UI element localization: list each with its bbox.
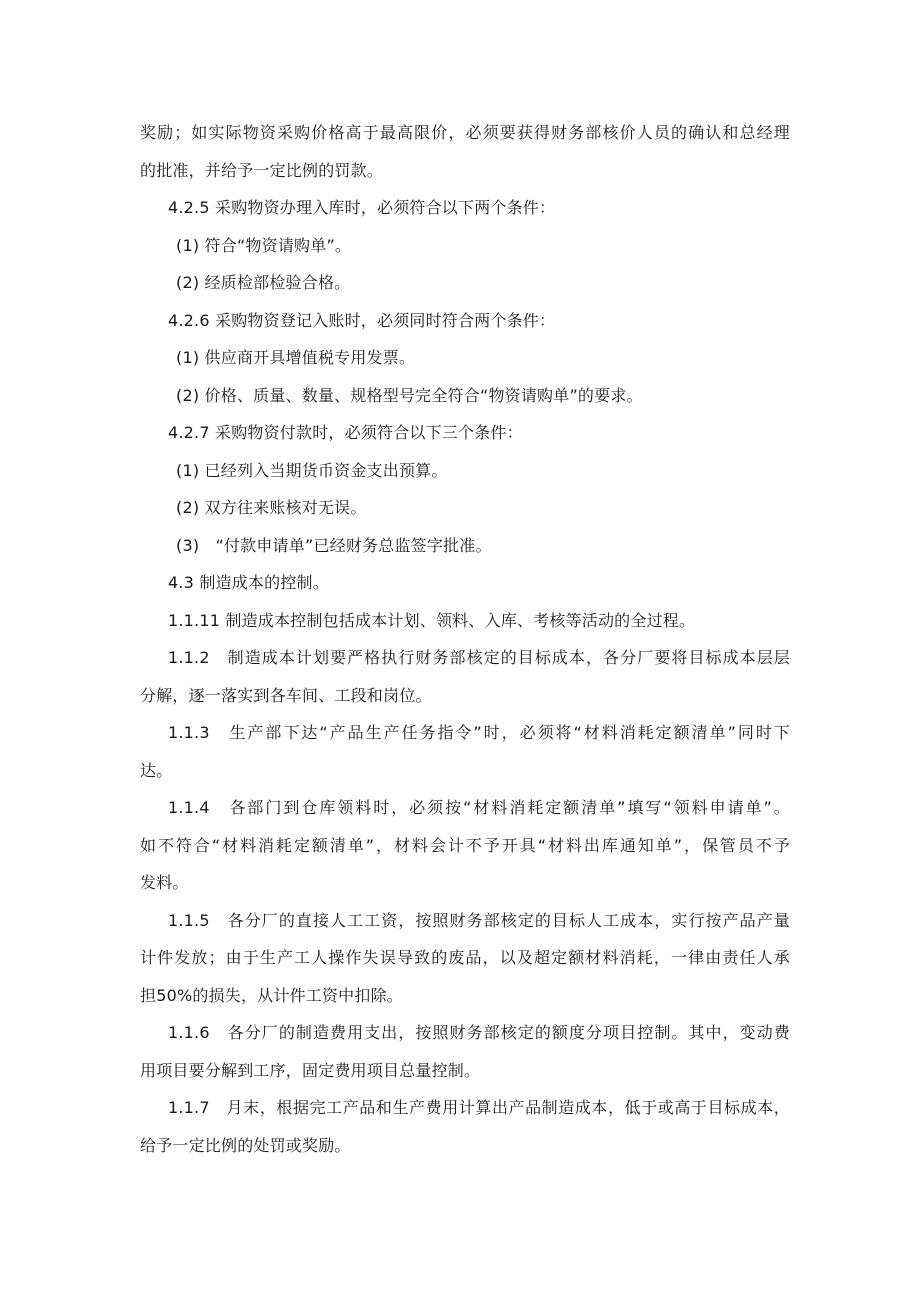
paragraph-line: 用项目要分解到工序，固定费用项目总量控制。 [140, 1060, 481, 1080]
paragraph-line: 如不符合“材料消耗定额清单”，材料会计不予开具“材料出库通知单”，保管员不予 [140, 835, 790, 855]
text-line: 奖励；如实际物资采购价格高于最高限价，必须要获得财务部核价人员的确认和总经理 [140, 123, 790, 142]
list-item: (2) 经质检部检验合格。 [176, 273, 351, 292]
text-line: 的批准，并给予一定比例的罚款。 [140, 160, 384, 180]
paragraph-line: 1.1.3 生产部下达“产品生产任务指令”时，必须将“材料消耗定额清单”同时下 [168, 723, 790, 742]
paragraph-line: 分解，逐一落实到各车间、工段和岗位。 [140, 685, 432, 705]
paragraph-line: 1.1.5 各分厂的直接人工工资，按照财务部核定的目标人工成本，实行按产品产量 [168, 910, 790, 930]
paragraph-line: 担50%的损失，从计件工资中扣除。 [140, 985, 403, 1005]
paragraph-line: 达。 [140, 760, 173, 780]
list-item: (1) 已经列入当期货币资金支出预算。 [176, 460, 448, 480]
paragraph-line: 1.1.4 各部门到仓库领料时，必须按“材料消耗定额清单”填写“领料申请单”。 [168, 798, 790, 817]
list-item: (2) 价格、质量、数量、规格型号完全符合“物资请购单”的要求。 [176, 385, 643, 405]
list-item: (3) “付款申请单”已经财务总监签字批准。 [176, 535, 492, 555]
paragraph-line: 1.1.6 各分厂的制造费用支出，按照财务部核定的额度分项目控制。其中，变动费 [168, 1023, 790, 1042]
paragraph-line: 发料。 [140, 873, 189, 892]
document-body [140, 114, 790, 1164]
list-item: (2) 双方往来账核对无误。 [176, 498, 367, 517]
paragraph-line: 1.1.11 制造成本控制包括成本计划、领料、入库、考核等活动的全过程。 [168, 610, 696, 630]
section-heading: 4.3 制造成本的控制。 [168, 573, 329, 592]
list-item: (1) 供应商开具增值税专用发票。 [176, 348, 416, 367]
section-heading: 4.2.7 采购物资付款时，必须符合以下三个条件： [168, 423, 523, 442]
list-item: (1) 符合“物资请购单”。 [176, 235, 352, 255]
section-heading: 4.2.6 采购物资登记入账时，必须同时符合两个条件： [168, 310, 556, 330]
section-heading: 4.2.5 采购物资办理入库时，必须符合以下两个条件： [168, 198, 556, 217]
paragraph-line: 1.1.7 月末，根据完工产品和生产费用计算出产品制造成本，低于或高于目标成本， [168, 1098, 790, 1117]
paragraph-line: 计件发放；由于生产工人操作失误导致的废品，以及超定额材料消耗，一律由责任人承 [140, 948, 790, 967]
paragraph-line: 给予一定比例的处罚或奖励。 [140, 1135, 351, 1155]
paragraph-line: 1.1.2 制造成本计划要严格执行财务部核定的目标成本，各分厂要将目标成本层层 [168, 648, 790, 667]
